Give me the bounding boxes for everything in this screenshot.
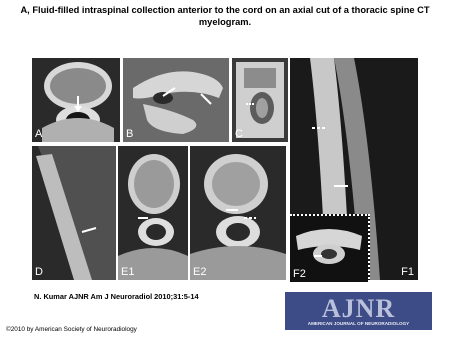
logo-subtitle: AMERICAN JOURNAL OF NEURORADIOLOGY xyxy=(307,321,410,326)
panel-d-label: D xyxy=(35,266,43,278)
ajnr-logo xyxy=(285,292,432,330)
panel-b-image xyxy=(123,58,229,142)
panel-d-graphic xyxy=(32,146,116,280)
panel-b-label: B xyxy=(126,128,134,140)
panel-e1-graphic xyxy=(118,146,188,280)
logo-text: AJNR xyxy=(321,294,396,323)
citation: N. Kumar AJNR Am J Neuroradiol 2010;31:5-14 xyxy=(34,292,199,301)
panel-a-image xyxy=(32,58,120,142)
panel-e1-label: E1 xyxy=(121,266,135,278)
panel-e2-label: E2 xyxy=(193,266,207,278)
panel-e2-image xyxy=(190,146,286,280)
panel-f2-label: F2 xyxy=(293,268,306,280)
panel-a-graphic xyxy=(32,58,120,142)
figure-title: A, Fluid-filled intraspinal collection anterior to the cord on an axial cut of a thoracic spine CT myelogram. xyxy=(20,5,430,27)
panel-c-image xyxy=(232,58,288,142)
panel-d-image xyxy=(32,146,116,280)
copyright: ©2010 by American Society of Neuroradiology xyxy=(6,326,137,333)
panel-c-label: C xyxy=(235,128,243,140)
panel-f2-image xyxy=(290,214,370,282)
panel-e1-image xyxy=(118,146,188,280)
panel-b-graphic xyxy=(123,58,229,142)
panel-a-label: A xyxy=(35,128,43,140)
panel-f1-label: F1 xyxy=(401,266,414,278)
panel-e2-graphic xyxy=(190,146,286,280)
